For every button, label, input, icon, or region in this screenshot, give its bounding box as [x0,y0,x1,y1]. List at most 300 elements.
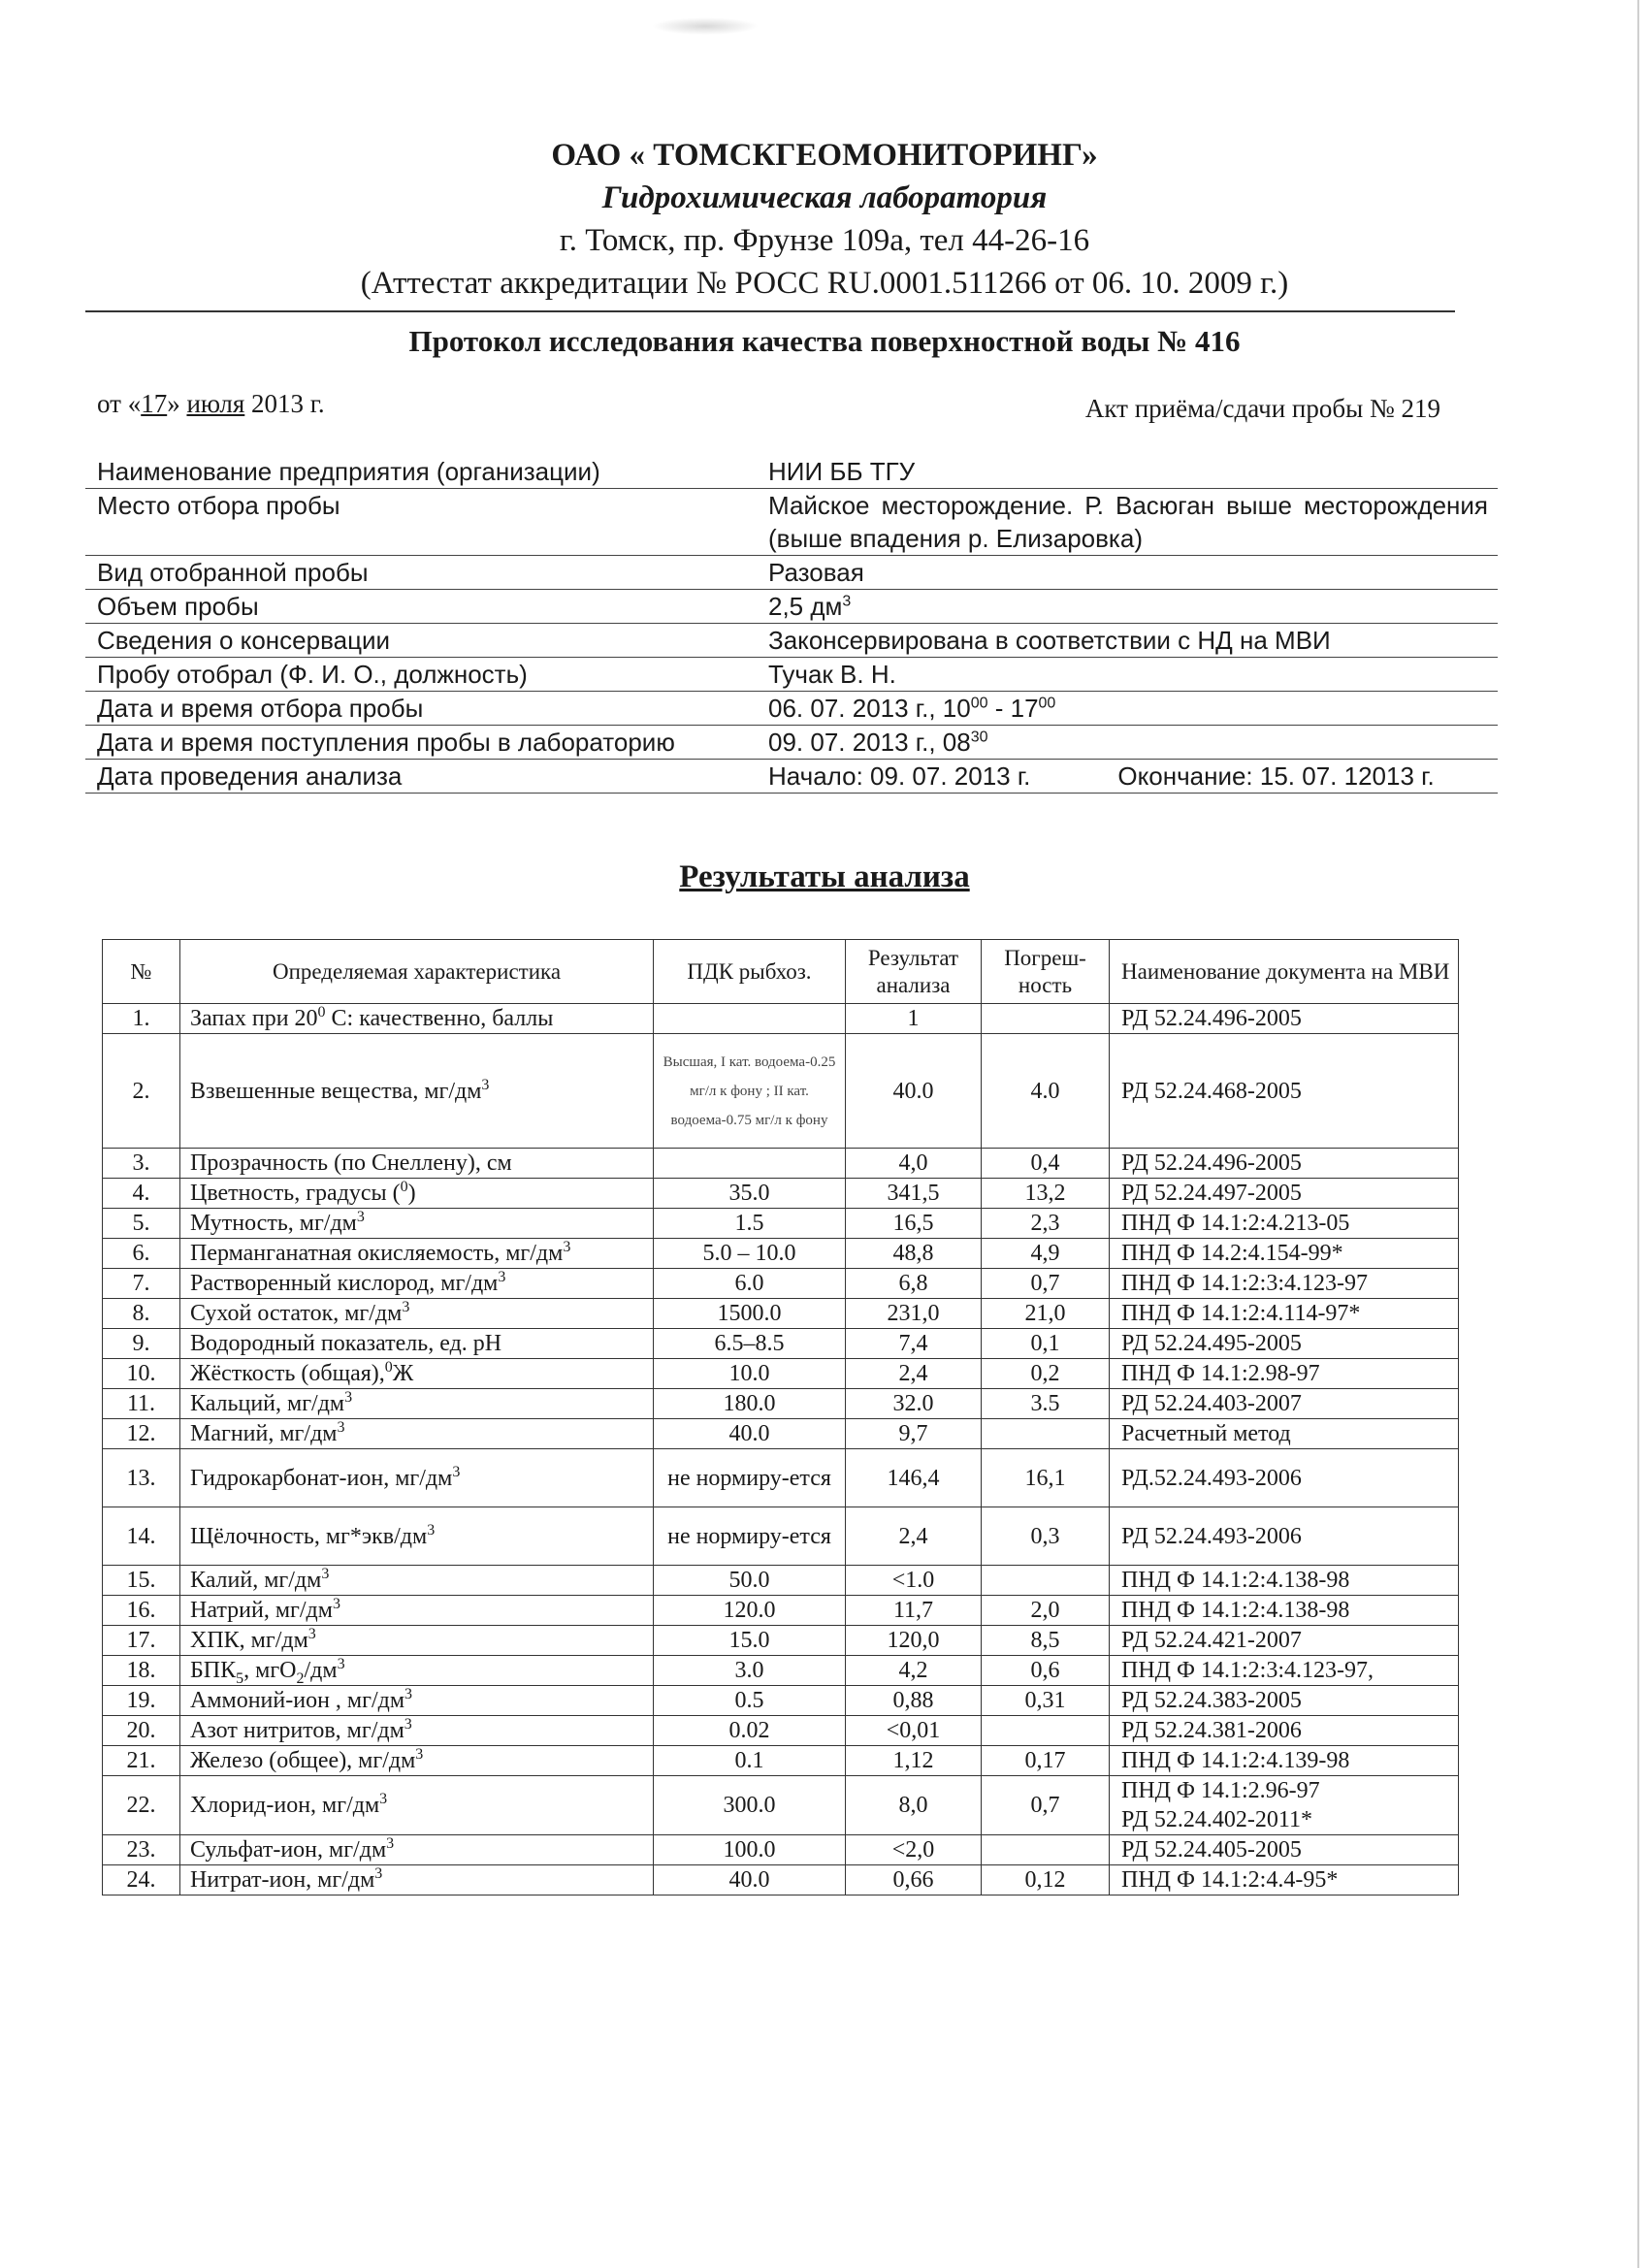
info-value: НИИ ББ ТГУ [757,455,1498,489]
characteristic-sup: 3 [344,1389,353,1406]
row-error: 0,7 [982,1776,1110,1835]
row-document [1110,1034,1459,1149]
row-result: 9,7 [846,1419,982,1449]
info-label: Вид отобранной пробы [85,556,757,590]
results-title: Результаты анализа [679,859,970,894]
characteristic-text: Кальций, мг/дм [190,1391,345,1416]
row-characteristic [180,1149,654,1179]
row-number: 8. [103,1299,180,1329]
row-pdk: 6.5–8.5 [654,1329,846,1359]
document-text: Расчетный метод [1121,1421,1291,1446]
row-characteristic [180,1716,654,1746]
info-row [85,455,1498,489]
row-result: 4,2 [846,1656,982,1686]
row-result: 0,88 [846,1686,982,1716]
row-characteristic [180,1746,654,1776]
table-row [103,1209,1459,1239]
row-number: 20. [103,1716,180,1746]
table-row [103,1299,1459,1329]
received-date: 09. 07. 2013 г., 08 [768,728,971,757]
row-characteristic [180,1329,654,1359]
document-text: РД 52.24.495-2005 [1121,1331,1302,1356]
row-pdk: 1.5 [654,1209,846,1239]
characteristic-sup: 3 [374,1865,383,1882]
characteristic-sup: 3 [379,1791,388,1807]
document-text: ПНД Ф 14.1:2:4.4-95* [1121,1867,1339,1893]
table-row [103,1034,1459,1149]
document-text: РД 52.24.496-2005 [1121,1006,1302,1031]
document-text-2: РД 52.24.402-2011* [1121,1807,1313,1832]
table-row [103,1004,1459,1034]
row-number: 14. [103,1507,180,1566]
characteristic-text: Азот нитритов, мг/дм [190,1718,404,1743]
document-text: ПНД Ф 14.1:2:4.138-98 [1121,1568,1350,1593]
row-pdk: 180.0 [654,1389,846,1419]
table-row [103,1656,1459,1686]
characteristic-sup: 3 [404,1686,413,1702]
act-number: Акт приёма/сдачи пробы № 219 [1084,394,1440,423]
info-label: Объем пробы [85,590,757,624]
characteristic-sup: 0 [317,1004,326,1021]
document-text: ПНД Ф 14.1:2:4.139-98 [1121,1748,1350,1773]
row-number: 18. [103,1656,180,1686]
row-error: 2,0 [982,1596,1110,1626]
table-row [103,1865,1459,1895]
characteristic-text: Сульфат-ион, мг/дм [190,1837,387,1863]
row-number: 1. [103,1004,180,1034]
document-text: ПНД Ф 14.1:2.98-97 [1121,1361,1320,1386]
characteristic-sup: 3 [337,1419,345,1436]
info-row [85,556,1498,590]
row-result: 146,4 [846,1449,982,1507]
row-document [1110,1716,1459,1746]
document-text: РД.52.24.493-2006 [1121,1465,1302,1491]
row-pdk: 35.0 [654,1179,846,1209]
row-pdk: 0.1 [654,1746,846,1776]
row-pdk: 6.0 [654,1269,846,1299]
row-pdk: 1500.0 [654,1299,846,1329]
table-row [103,1776,1459,1835]
characteristic-text: Запах при 20 [190,1006,318,1031]
table-row [103,1566,1459,1596]
lab-name: Гидрохимическая лаборатория [601,180,1048,215]
row-pdk [654,1004,846,1034]
row-result: 341,5 [846,1179,982,1209]
row-characteristic [180,1776,654,1835]
row-pdk: 40.0 [654,1865,846,1895]
table-row [103,1835,1459,1865]
date-month: июля [186,389,245,418]
row-document [1110,1656,1459,1686]
table-row [103,1596,1459,1626]
row-error: 13,2 [982,1179,1110,1209]
document-text: ПНД Ф 14.1:2:4.138-98 [1121,1598,1350,1623]
characteristic-sup: 3 [402,1299,410,1315]
info-value: Законсервирована в соответствии с НД на МВИ [757,624,1498,658]
info-label: Наименование предприятия (организации) [85,455,757,489]
row-characteristic [180,1419,654,1449]
row-number: 2. [103,1034,180,1149]
row-document [1110,1389,1459,1419]
row-result: 8,0 [846,1776,982,1835]
row-pdk: 15.0 [654,1626,846,1656]
header-divider [85,310,1455,312]
row-error: 0,3 [982,1507,1110,1566]
info-label: Дата и время поступления пробы в лабораторию [85,726,757,760]
table-row [103,1269,1459,1299]
row-number: 23. [103,1835,180,1865]
characteristic-text: Сухой остаток, мг/дм [190,1301,403,1326]
row-pdk: 100.0 [654,1835,846,1865]
table-row [103,1389,1459,1419]
row-characteristic [180,1299,654,1329]
date-suffix: 2013 г. [244,389,325,418]
row-result: 16,5 [846,1209,982,1239]
results-body [103,1004,1459,1895]
row-document [1110,1329,1459,1359]
characteristic-sup: 3 [356,1209,365,1225]
row-characteristic [180,1626,654,1656]
row-document [1110,1835,1459,1865]
characteristic-text: Растворенный кислород, мг/дм [190,1271,499,1296]
table-row [103,1746,1459,1776]
col-result: Результат анализа [846,940,982,1004]
table-row [103,1716,1459,1746]
row-document [1110,1209,1459,1239]
characteristic-sup: 3 [321,1566,330,1582]
row-document [1110,1419,1459,1449]
row-error [982,1835,1110,1865]
received-sup: 30 [970,729,988,746]
characteristic-text: Щёлочность, мг*экв/дм [190,1523,428,1549]
table-row [103,1626,1459,1656]
sampled-sup2: 00 [1038,695,1056,712]
row-pdk: 40.0 [654,1419,846,1449]
row-error: 0,1 [982,1329,1110,1359]
row-error: 0,2 [982,1359,1110,1389]
row-number: 16. [103,1596,180,1626]
row-document [1110,1149,1459,1179]
row-number: 19. [103,1686,180,1716]
row-error: 0,17 [982,1746,1110,1776]
row-number: 4. [103,1179,180,1209]
col-num: № [103,940,180,1004]
characteristic-text: Натрий, мг/дм [190,1598,333,1623]
characteristic-text: Прозрачность (по Снеллену), см [190,1150,512,1176]
date-day: 17 [141,389,168,418]
info-row [85,726,1498,760]
row-result: 40.0 [846,1034,982,1149]
characteristic-text: Водородный показатель, ед. рН [190,1331,502,1356]
info-row [85,692,1498,726]
results-table [102,939,1459,1895]
characteristic-sup: 3 [337,1656,345,1672]
info-value [757,760,1498,794]
table-row [103,1686,1459,1716]
analysis-end: Окончание: 15. 07. 12013 г. [1117,761,1435,791]
document-text: РД 52.24.421-2007 [1121,1628,1302,1653]
characteristic-text-2: Ж [392,1361,414,1386]
row-error: 4,9 [982,1239,1110,1269]
row-number: 15. [103,1566,180,1596]
characteristic-text: БПК [190,1658,237,1683]
info-value: Тучак В. Н. [757,658,1498,692]
table-row [103,1179,1459,1209]
row-document [1110,1596,1459,1626]
row-error: 0,12 [982,1865,1110,1895]
characteristic-text: Магний, мг/дм [190,1421,338,1446]
characteristic-text: Мутность, мг/дм [190,1211,357,1236]
row-characteristic [180,1507,654,1566]
characteristic-text: Калий, мг/дм [190,1568,322,1593]
row-number: 10. [103,1359,180,1389]
protocol-title: Протокол исследования качества поверхностной воды № 416 [408,324,1241,358]
row-characteristic [180,1389,654,1419]
row-error [982,1004,1110,1034]
row-number: 12. [103,1419,180,1449]
row-pdk: Высшая, I кат. водоема-0.25 мг/л к фону ; II кат. водоема-0.75 мг/л к фону [654,1034,846,1149]
document-text: ПНД Ф 14.1:2:4.213-05 [1121,1211,1350,1236]
row-document [1110,1004,1459,1034]
row-document [1110,1239,1459,1269]
row-pdk: не нормиру-ется [654,1449,846,1507]
row-result: 120,0 [846,1626,982,1656]
sampled-sup1: 00 [970,695,988,712]
row-result: 0,66 [846,1865,982,1895]
row-pdk: 5.0 – 10.0 [654,1239,846,1269]
row-characteristic [180,1596,654,1626]
row-characteristic [180,1359,654,1389]
info-row [85,489,1498,556]
row-characteristic [180,1004,654,1034]
row-characteristic [180,1034,654,1149]
document-text: РД 52.24.468-2005 [1121,1078,1302,1104]
info-value [757,692,1498,726]
row-document [1110,1776,1459,1835]
sample-info-table [85,455,1498,794]
row-characteristic [180,1656,654,1686]
sampled-date: 06. 07. 2013 г., 10 [768,694,971,723]
row-error: 0,6 [982,1656,1110,1686]
characteristic-text-3: /дм [304,1658,338,1683]
info-value [757,590,1498,624]
row-pdk: 10.0 [654,1359,846,1389]
row-pdk: 120.0 [654,1596,846,1626]
info-label: Дата и время отбора пробы [85,692,757,726]
row-characteristic [180,1835,654,1865]
sampled-dash: - 17 [987,694,1039,723]
characteristic-text: Цветность, градусы ( [190,1181,401,1206]
characteristic-text-2: С: качественно, баллы [325,1006,554,1031]
row-result: 1,12 [846,1746,982,1776]
row-result: 6,8 [846,1269,982,1299]
scan-smudge [652,17,759,35]
row-pdk: 3.0 [654,1656,846,1686]
row-characteristic [180,1179,654,1209]
document-text: РД 52.24.403-2007 [1121,1391,1302,1416]
info-row [85,658,1498,692]
row-characteristic [180,1865,654,1895]
row-characteristic [180,1209,654,1239]
info-label: Сведения о консервации [85,624,757,658]
row-error [982,1419,1110,1449]
info-value [757,726,1498,760]
row-document [1110,1359,1459,1389]
row-error: 4.0 [982,1034,1110,1149]
row-result: 4,0 [846,1149,982,1179]
row-error: 16,1 [982,1449,1110,1507]
characteristic-sup: 0 [400,1179,408,1195]
col-doc: Наименование документа на МВИ [1110,940,1459,1004]
row-document [1110,1449,1459,1507]
document-text: ПНД Ф 14.2:4.154-99* [1121,1241,1343,1266]
row-document [1110,1626,1459,1656]
row-characteristic [180,1269,654,1299]
characteristic-text: Гидрокарбонат-ион, мг/дм [190,1465,453,1491]
row-document [1110,1299,1459,1329]
characteristic-sup: 3 [332,1596,340,1612]
document-text: РД 52.24.493-2006 [1121,1523,1302,1549]
row-result: 2,4 [846,1507,982,1566]
row-error: 0,31 [982,1686,1110,1716]
row-result: <0,01 [846,1716,982,1746]
characteristic-sup: 3 [415,1746,424,1763]
row-number: 17. [103,1626,180,1656]
document-text: РД 52.24.381-2006 [1121,1718,1302,1743]
info-value: Разовая [757,556,1498,590]
row-number: 9. [103,1329,180,1359]
document-text: ПНД Ф 14.1:2:4.114-97* [1121,1301,1361,1326]
row-number: 22. [103,1776,180,1835]
row-pdk: 300.0 [654,1776,846,1835]
characteristic-sub-2: 2 [296,1669,305,1687]
document-text: РД 52.24.496-2005 [1121,1150,1302,1176]
characteristic-text: Аммоний-ион , мг/дм [190,1688,405,1713]
info-row [85,624,1498,658]
row-error [982,1716,1110,1746]
analysis-start: Начало: 09. 07. 2013 г. [768,761,1031,791]
characteristic-sub: 5 [236,1669,244,1687]
row-characteristic [180,1449,654,1507]
row-result: 48,8 [846,1239,982,1269]
row-number: 11. [103,1389,180,1419]
characteristic-sup: 3 [307,1626,316,1642]
date-mid: » [167,389,187,418]
row-document [1110,1686,1459,1716]
table-header-row [103,940,1459,1004]
row-result: <1.0 [846,1566,982,1596]
row-error: 21,0 [982,1299,1110,1329]
row-result: 1 [846,1004,982,1034]
row-document [1110,1269,1459,1299]
col-pdk: ПДК рыбхоз. [654,940,846,1004]
volume-value: 2,5 дм [768,592,843,621]
row-result: 32.0 [846,1389,982,1419]
characteristic-sup: 3 [563,1239,571,1255]
date-prefix: от « [97,389,142,418]
row-number: 24. [103,1865,180,1895]
characteristic-text: Железо (общее), мг/дм [190,1748,416,1773]
row-number: 3. [103,1149,180,1179]
characteristic-sup: 3 [498,1269,506,1285]
row-result: <2,0 [846,1835,982,1865]
row-error: 8,5 [982,1626,1110,1656]
lab-address: г. Томск, пр. Фрунзе 109а, тел 44-26-16 [559,223,1090,258]
characteristic-text: ХПК, мг/дм [190,1628,308,1653]
characteristic-sup: 3 [452,1463,461,1480]
characteristic-sup: 3 [404,1716,412,1733]
table-row [103,1507,1459,1566]
row-number: 7. [103,1269,180,1299]
document-text: РД 52.24.383-2005 [1121,1688,1302,1713]
row-document [1110,1566,1459,1596]
document-text: РД 52.24.497-2005 [1121,1181,1302,1206]
letterhead [0,134,1649,305]
table-row [103,1419,1459,1449]
row-error: 0,4 [982,1149,1110,1179]
document-text: ПНД Ф 14.1:2:3:4.123-97 [1121,1271,1368,1296]
row-number: 13. [103,1449,180,1507]
characteristic-text: Перманганатная окисляемость, мг/дм [190,1241,564,1266]
document-text: РД 52.24.405-2005 [1121,1837,1302,1863]
info-label: Пробу отобрал (Ф. И. О., должность) [85,658,757,692]
row-pdk: 0.02 [654,1716,846,1746]
row-result: 11,7 [846,1596,982,1626]
info-label: Место отбора пробы [85,489,757,556]
row-document [1110,1179,1459,1209]
row-document [1110,1746,1459,1776]
characteristic-text: Взвешенные вещества, мг/дм [190,1078,482,1104]
characteristic-sup: 3 [481,1076,490,1093]
row-pdk: не нормиру-ется [654,1507,846,1566]
row-characteristic [180,1686,654,1716]
row-error [982,1566,1110,1596]
row-characteristic [180,1239,654,1269]
volume-sup: 3 [842,593,852,610]
characteristic-text-2: , мгО [243,1658,297,1683]
col-error: Погреш-ность [982,940,1110,1004]
info-label: Дата проведения анализа [85,760,757,794]
info-row [85,590,1498,624]
row-characteristic [180,1566,654,1596]
characteristic-sup: 3 [386,1835,395,1852]
org-name: ОАО « ТОМСКГЕОМОНИТОРИНГ» [551,138,1098,173]
row-pdk: 50.0 [654,1566,846,1596]
characteristic-text: Хлорид-ион, мг/дм [190,1793,380,1818]
characteristic-text: Нитрат-ион, мг/дм [190,1867,375,1893]
table-row [103,1239,1459,1269]
table-row [103,1449,1459,1507]
row-document [1110,1865,1459,1895]
col-name: Определяемая характеристика [180,940,654,1004]
protocol-date [97,386,325,421]
accreditation: (Аттестат аккредитации № РОСС RU.0001.511266 от 06. 10. 2009 г.) [360,266,1289,301]
row-pdk [654,1149,846,1179]
document-text: ПНД Ф 14.1:2.96-97 [1121,1778,1320,1803]
row-error: 0,7 [982,1269,1110,1299]
row-pdk: 0.5 [654,1686,846,1716]
table-row [103,1149,1459,1179]
characteristic-sup: 3 [427,1521,436,1539]
table-row [103,1359,1459,1389]
row-document [1110,1507,1459,1566]
info-row [85,760,1498,794]
row-number: 5. [103,1209,180,1239]
row-result: 2,4 [846,1359,982,1389]
table-row [103,1329,1459,1359]
document-text: ПНД Ф 14.1:2:3:4.123-97, [1121,1658,1374,1683]
row-error: 3.5 [982,1389,1110,1419]
